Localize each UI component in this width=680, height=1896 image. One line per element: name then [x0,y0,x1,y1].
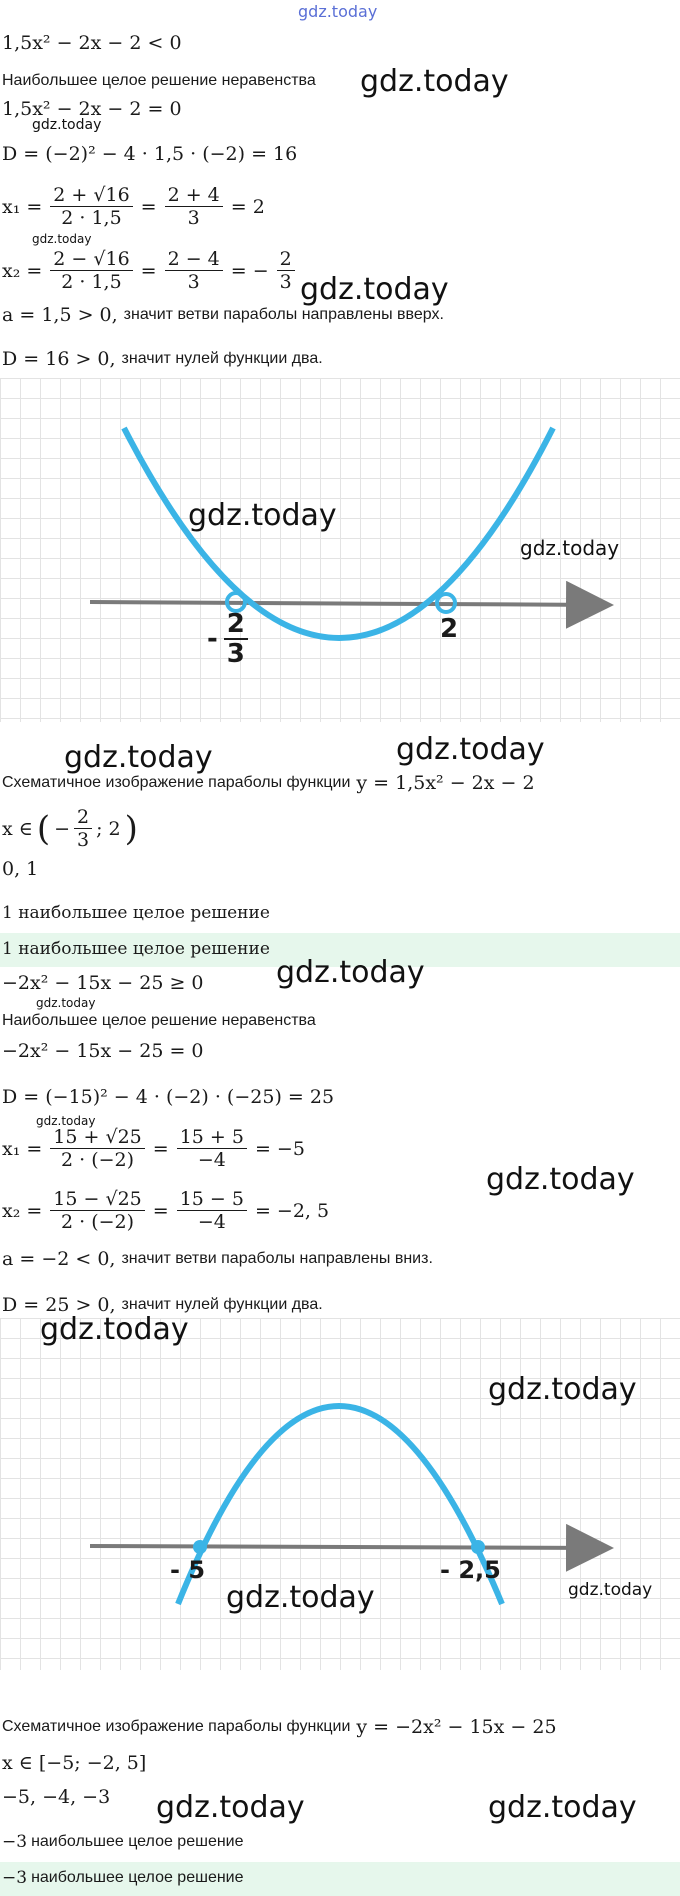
a-math: a = −2 < 0, [2,1248,116,1270]
x1-result: = 2 [230,195,265,218]
x2-result: = −2, 5 [254,1199,330,1222]
watermark: gdz.today [298,2,378,21]
d-text: значит нулей функции два. [121,1296,323,1313]
watermark: gdz.today [188,498,337,533]
equation-2: −2x² − 15x − 25 = 0 [2,1040,204,1062]
watermark: gdz.today [32,117,102,133]
root-x2-problem-1 [2,248,297,293]
x1-label: x₁ = [2,1137,43,1160]
schema-math: y = 1,5x² − 2x − 2 [356,772,535,794]
answer-highlight-text: наибольшее целое решение [31,1869,244,1886]
coefficient-a-line-2 [2,1248,433,1270]
answer-text: наибольшее целое решение [31,1833,244,1850]
watermark: gdz.today [488,1372,637,1407]
fraction: $\frac{2 + 4}{3}$ [165,184,223,229]
watermark: gdz.today [520,536,620,560]
watermark: gdz.today [36,1114,96,1128]
schema-line-2 [2,1716,557,1738]
answer-line-2 [2,1832,244,1852]
answer-highlight-text: 1 наибольшее целое решение [2,939,270,959]
parabola-graph-1 [0,378,680,722]
x2-label: x₂ = [2,259,43,282]
schema-text: Схематичное изображение параболы функции [2,774,351,791]
minus-sign: - [207,624,218,654]
a-math: a = 1,5 > 0, [2,304,118,326]
watermark: gdz.today [64,740,213,775]
close-paren: ) [124,808,138,849]
fraction: $\frac{2}{3}$ [224,610,248,668]
fraction: $\frac{2 - √16}{2 \cdot 1,5}$ [50,248,132,293]
inequality-1: 1,5x² − 2x − 2 < 0 [2,32,182,54]
integer-solutions-2: −5, −4, −3 [2,1786,111,1808]
interval-rest: ; 2 [96,817,121,840]
graph-2-right-root-label: - 2,5 [440,1556,501,1584]
schema-text: Схематичное изображение параболы функции [2,1718,351,1735]
fraction: $\frac{2}{3}$ [277,248,295,293]
equals: = [140,195,157,218]
root-x2-problem-2 [2,1188,329,1233]
graph-1-left-root-label [207,610,248,668]
graph-2-left-root-label: - 5 [170,1556,206,1584]
watermark: gdz.today [156,1790,305,1825]
watermark: gdz.today [396,732,545,767]
watermark: gdz.today [488,1790,637,1825]
fraction: $\frac{15 + √25}{2 \cdot (-2)}$ [50,1126,144,1171]
discriminant-sign-line-1 [2,348,323,370]
watermark: gdz.today [226,1580,375,1615]
interval-prefix: x ∈ [2,817,33,840]
equation-1: 1,5x² − 2x − 2 = 0 [2,98,182,120]
x-axis [90,1546,606,1548]
minus-sign: − [54,817,71,840]
watermark: gdz.today [276,955,425,990]
discriminant-1: D = (−2)² − 4 · 1,5 · (−2) = 16 [2,143,298,165]
a-text: значит ветви параболы направлены вниз. [121,1250,433,1267]
x1-result: = −5 [254,1137,305,1160]
fraction: $\frac{2 - 4}{3}$ [165,248,223,293]
schema-line-1 [2,772,535,794]
d-text: значит нулей функции два. [121,350,323,367]
a-text: значит ветви параболы направлены вверх. [123,306,444,323]
open-paren: ( [36,808,51,849]
fraction: $\frac{2}{3}$ [74,806,92,851]
interval-1 [2,806,138,851]
problem-1-header: Наибольшее целое решение неравенства [2,72,316,89]
schema-math: y = −2x² − 15x − 25 [356,1716,557,1738]
watermark: gdz.today [486,1162,635,1197]
watermark: gdz.today [36,996,96,1010]
watermark: gdz.today [32,232,92,246]
watermark: gdz.today [568,1580,653,1600]
discriminant-2: D = (−15)² − 4 · (−2) · (−25) = 25 [2,1086,335,1108]
watermark: gdz.today [300,272,449,307]
problem-2-header: Наибольшее целое решение неравенства [2,1012,316,1029]
equals: = [140,259,157,282]
x1-label: x₁ = [2,195,43,218]
equals: = [152,1199,169,1222]
fraction: $\frac{15 - √25}{2 \cdot (-2)}$ [50,1188,144,1233]
x-axis [90,602,606,605]
root-x1-problem-2 [2,1126,305,1171]
fraction: $\frac{2 + √16}{2 \cdot 1,5}$ [50,184,132,229]
d-math: D = 25 > 0, [2,1294,116,1316]
fraction: $\frac{15 + 5}{-4}$ [177,1126,247,1171]
integer-solutions-1: 0, 1 [2,858,39,880]
answer-highlight-math: −3 [2,1868,28,1888]
root-point-right [471,1540,485,1554]
interval-2: x ∈ [−5; −2, 5] [2,1752,147,1774]
parabola-graph-2 [0,1312,680,1670]
root-x1-problem-1 [2,184,265,229]
watermark: gdz.today [40,1312,189,1347]
fraction: $\frac{15 - 5}{-4}$ [177,1188,247,1233]
answer-line-1: 1 наибольшее целое решение [2,903,270,923]
answer-highlight-2 [0,1862,680,1896]
root-point-left [193,1540,207,1554]
d-math: D = 16 > 0, [2,348,116,370]
x2-result-prefix: = − [230,259,269,282]
watermark: gdz.today [360,64,509,99]
coefficient-a-line-1 [2,304,444,326]
graph-1-right-root-label: 2 [440,614,459,644]
graph-2-svg [0,1318,680,1670]
equals: = [152,1137,169,1160]
inequality-2: −2x² − 15x − 25 ≥ 0 [2,972,204,994]
answer-math: −3 [2,1832,28,1852]
x2-label: x₂ = [2,1199,43,1222]
parabola-curve [124,428,553,638]
